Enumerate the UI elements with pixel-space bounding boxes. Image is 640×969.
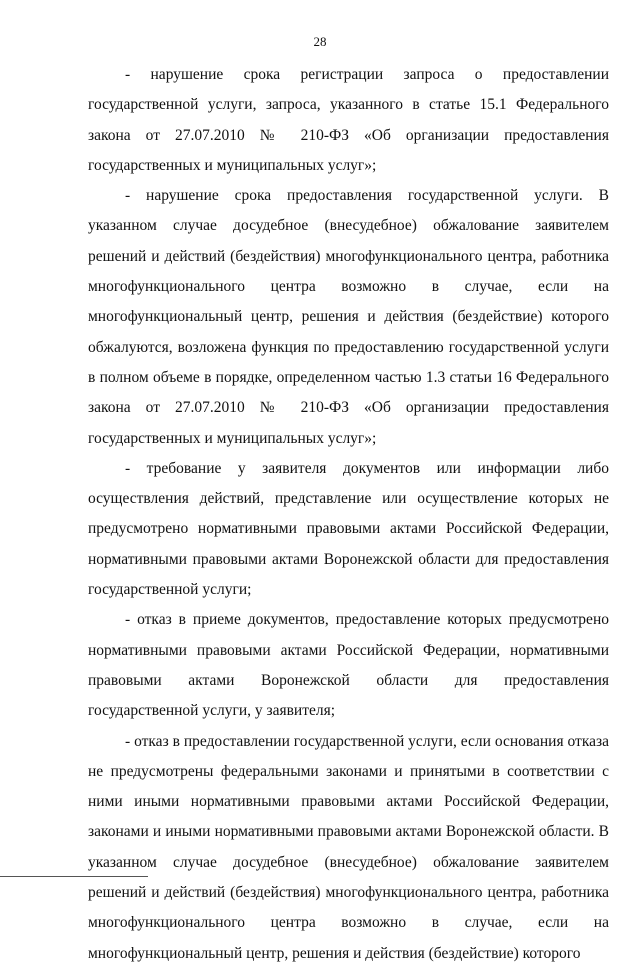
paragraph-service-refusal: - отказ в предоставлении государственной услуги, если основания отказа не предусмотрены федеральными законами и принятыми в соответствии с ними иными нормативными правовыми актами Российской Федерации, законами и иными нормативными правовыми актами Воронежской области. В указанном случае досудебное (внесудебное) обжалование заявителем решений и действий (бездействия) многофункционального центра, работника многофункционального центра возможно в случае, если на многофункциональный центр, решения и действия (бездействие) которого [88,732,609,962]
paragraph-acceptance-refusal: - отказ в приеме документов, предоставление которых предусмотрено нормативными правовыми актами Российской Федерации, нормативными правовыми актами Воронежской области для предоставления государственной услуги, у заявителя; [88,611,609,720]
paragraph-deadline-violation: - нарушение срока предоставления государственной услуги. В указанном случае досудебное (внесудебное) обжалование заявителем решений и действий (бездействия) многофункционального центра, работника многофункционального центра возможно в случае, если на многофункциональный центр, решения и действия (бездействие) которого обжалуются, возложена функция по предоставлению государственной услуги в полном объеме в порядке, определенном частью 1.3 статьи 16 Федерального закона от 27.07.2010 № 210-ФЗ «Об организации предоставления государственных и муниципальных услуг»; [88,187,609,447]
paragraph-document-requirement: - требование у заявителя документов или информации либо осуществления действий, представление или осуществление которых не предусмотрено нормативными правовыми актами Российской Федерации, нормативными правовыми актами Воронежской области для предоставления государственной услуги; [88,459,609,599]
page-number: 28 [313,34,327,49]
document-body [88,60,609,969]
paragraph-registration-violation: - нарушение срока регистрации запроса о предоставлении государственной услуги, запроса, указанного в статье 15.1 Федерального закона от 27.07.2010 № 210-ФЗ «Об организации предоставления государственных и муниципальных услуг»; [88,66,609,174]
footnote-separator [0,876,148,877]
